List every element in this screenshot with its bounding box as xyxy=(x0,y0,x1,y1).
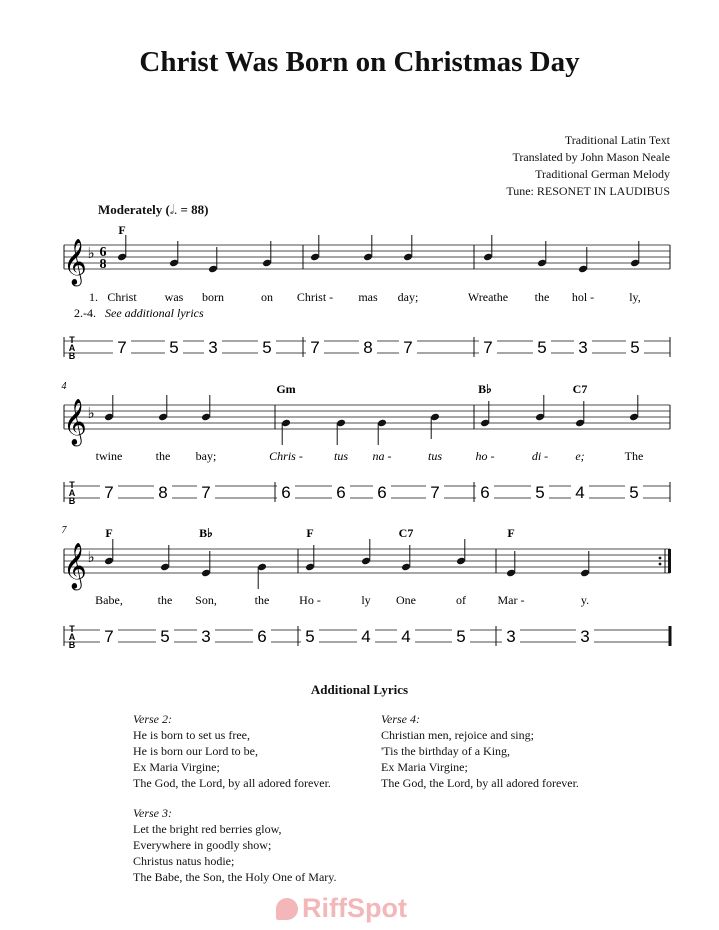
verse-4 xyxy=(381,711,579,791)
verse-line: The Babe, the Son, the Holy One of Mary. xyxy=(133,870,337,884)
lyric-syllable: Christ - xyxy=(296,290,334,304)
tab-clef-letter: B xyxy=(68,351,76,361)
tab-clef-letter: A xyxy=(68,343,76,353)
tab-clef-letter: B xyxy=(68,640,76,650)
tab-fret-number: 4 xyxy=(361,627,371,646)
measure-number: 7 xyxy=(61,525,67,536)
song-title: Christ Was Born on Christmas Day xyxy=(139,46,580,78)
tab-clef-letter: A xyxy=(68,488,76,498)
verse-line: The God, the Lord, by all adored forever. xyxy=(133,776,331,790)
verse-line: Ex Maria Virgine; xyxy=(381,760,468,774)
tab-clef-letter: T xyxy=(69,624,75,634)
tab-fret-number: 5 xyxy=(262,338,272,357)
system-1 xyxy=(63,223,670,361)
tab-fret-number: 5 xyxy=(630,338,640,357)
verse-label: Verse 3: xyxy=(133,806,172,820)
tempo-bpm: = 88 xyxy=(180,202,205,217)
tempo-marking: Moderately (𝅗𝅥. = 88) xyxy=(98,202,209,217)
verse-line: Christus natus hodie; xyxy=(133,854,235,868)
tab-clef-letter: T xyxy=(69,480,75,490)
repeat-dot xyxy=(659,563,662,566)
system-2 xyxy=(62,381,671,506)
tab-fret-number: 4 xyxy=(401,627,411,646)
verse-line: Christian men, rejoice and sing; xyxy=(381,728,534,742)
credit-line: Traditional Latin Text xyxy=(564,133,670,147)
lyric-syllable: One xyxy=(396,593,416,607)
lyric-syllable: na - xyxy=(372,449,392,463)
treble-clef-icon: 𝄞 xyxy=(63,239,87,285)
final-bar xyxy=(668,549,671,573)
repeat-dot xyxy=(659,557,662,560)
tab-fret-number: 8 xyxy=(363,338,373,357)
lyric-syllable: ly xyxy=(361,593,371,607)
lyric-syllable: ly, xyxy=(629,290,641,304)
tab-fret-number: 7 xyxy=(201,483,211,502)
verse-line: The God, the Lord, by all adored forever. xyxy=(381,776,579,790)
credit-line: Tune: RESONET IN LAUDIBUS xyxy=(506,184,670,198)
lyric-syllable: the xyxy=(254,593,270,607)
dotted-half-note-icon: 𝅗𝅥. xyxy=(169,202,178,217)
lyric-syllable: Chris - xyxy=(269,449,303,463)
lyric-syllable: tus xyxy=(427,449,443,463)
lyric-syllable: bay; xyxy=(195,449,217,463)
tab-fret-number: 7 xyxy=(430,483,440,502)
verse-line: 'Tis the birthday of a King, xyxy=(381,744,511,758)
chord-symbol: F xyxy=(306,526,314,540)
chord-symbol: C7 xyxy=(398,526,414,540)
chord-symbol: F xyxy=(105,526,113,540)
key-flat-icon: ♭ xyxy=(87,548,95,566)
tab-fret-number: 5 xyxy=(456,627,466,646)
verse-label: Verse 2: xyxy=(133,712,172,726)
chord-symbol: F xyxy=(507,526,515,540)
tab-fret-number: 3 xyxy=(580,627,590,646)
lyric-syllable: Wreathe xyxy=(467,290,509,304)
time-signature-top: 6 xyxy=(99,245,107,260)
verse-line: He is born to set us free, xyxy=(133,728,250,742)
lyric-syllable: day; xyxy=(397,290,419,304)
tab-clef-letter: A xyxy=(68,632,76,642)
chord-symbol: F xyxy=(118,223,126,237)
chord-symbol: C7 xyxy=(572,382,588,396)
credit-line: Translated by John Mason Neale xyxy=(512,150,670,164)
key-flat-icon: ♭ xyxy=(87,404,95,422)
lyric-syllable: ho - xyxy=(475,449,495,463)
tab-fret-number: 3 xyxy=(201,627,211,646)
tab-fret-number: 8 xyxy=(158,483,168,502)
tab-fret-number: 6 xyxy=(281,483,291,502)
tab-fret-number: 6 xyxy=(377,483,387,502)
lyric-syllable: hol - xyxy=(571,290,595,304)
lyric-syllable: tus xyxy=(333,449,349,463)
verse-label: Verse 4: xyxy=(381,712,420,726)
tab-fret-number: 7 xyxy=(104,483,114,502)
tab-fret-number: 3 xyxy=(578,338,588,357)
tempo-text: Moderately xyxy=(98,202,163,217)
tab-clef-letter: T xyxy=(69,335,75,345)
tab-fret-number: 3 xyxy=(208,338,218,357)
lyric-syllable: Ho - xyxy=(299,593,321,607)
lyric-syllable: of xyxy=(456,593,466,607)
tab-clef-letter: B xyxy=(68,496,76,506)
see-additional-lyrics: See additional lyrics xyxy=(105,306,204,320)
tab-fret-number: 5 xyxy=(537,338,547,357)
tab-fret-number: 5 xyxy=(629,483,639,502)
lyric-syllable: Babe, xyxy=(95,593,123,607)
key-flat-icon: ♭ xyxy=(87,244,95,262)
credit-line: Traditional German Melody xyxy=(535,167,670,181)
verse-2 xyxy=(133,711,331,791)
chord-symbol: B♭ xyxy=(199,526,213,540)
logo-text: RiffSpot xyxy=(302,893,407,923)
tab-fret-number: 5 xyxy=(535,483,545,502)
tab-fret-number: 5 xyxy=(160,627,170,646)
lyric-syllable: y. xyxy=(580,593,590,607)
verse-line: He is born our Lord to be, xyxy=(133,744,258,758)
verse-line: Let the bright red berries glow, xyxy=(133,822,282,836)
verse-3 xyxy=(133,805,337,885)
lyric-syllable: twine xyxy=(95,449,123,463)
chord-symbol: B♭ xyxy=(478,382,492,396)
lyric-syllable: Christ xyxy=(107,290,137,304)
tab-fret-number: 7 xyxy=(483,338,493,357)
lyric-syllable: Mar - xyxy=(497,593,525,607)
lyric-syllable: mas xyxy=(358,290,378,304)
lyric-syllable: the xyxy=(534,290,550,304)
time-signature-bottom: 8 xyxy=(99,257,107,272)
riffspot-logo[interactable] xyxy=(276,893,407,924)
lyric-syllable: was xyxy=(164,290,184,304)
lyric-syllable: The xyxy=(624,449,644,463)
tab-fret-number: 7 xyxy=(310,338,320,357)
guitar-pick-icon xyxy=(276,898,298,920)
verse-line: Everywhere in goodly show; xyxy=(133,838,272,852)
treble-clef-icon: 𝄞 xyxy=(63,399,87,445)
tab-fret-number: 5 xyxy=(305,627,315,646)
tab-fret-number: 5 xyxy=(169,338,179,357)
lyric-syllable: Son, xyxy=(195,593,217,607)
additional-lyrics-title: Additional Lyrics xyxy=(310,682,409,697)
lyric-syllable: on xyxy=(261,290,273,304)
measure-number: 4 xyxy=(61,381,67,392)
tab-fret-number: 7 xyxy=(403,338,413,357)
verse-number: 1. xyxy=(89,290,98,304)
system-3 xyxy=(62,525,672,650)
tab-fret-number: 4 xyxy=(575,483,585,502)
lyric-syllable: the xyxy=(155,449,171,463)
treble-clef-icon: 𝄞 xyxy=(63,543,87,589)
tab-fret-number: 3 xyxy=(506,627,516,646)
tab-fret-number: 6 xyxy=(480,483,490,502)
tab-fret-number: 6 xyxy=(336,483,346,502)
lyric-syllable: e; xyxy=(575,449,585,463)
lyric-syllable: the xyxy=(157,593,173,607)
verse-number: 2.-4. xyxy=(74,306,96,320)
lyric-syllable: di - xyxy=(531,449,549,463)
tab-fret-number: 7 xyxy=(104,627,114,646)
lyric-syllable: born xyxy=(202,290,224,304)
verse-line: Ex Maria Virgine; xyxy=(133,760,220,774)
tab-fret-number: 7 xyxy=(117,338,127,357)
tab-fret-number: 6 xyxy=(257,627,267,646)
chord-symbol: Gm xyxy=(276,382,296,396)
